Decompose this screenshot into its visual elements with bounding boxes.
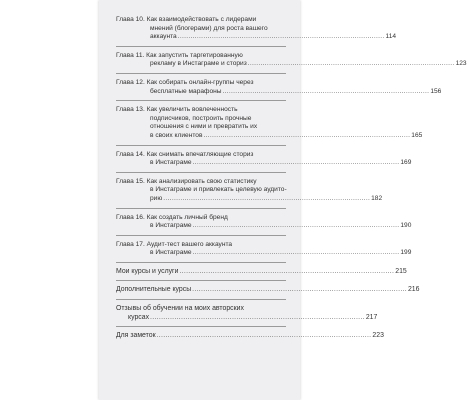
divider [116, 100, 286, 101]
toc-line: бесплатные марафоны [150, 87, 222, 95]
toc-entry-chapter-15 [116, 177, 383, 204]
page-number: 217 [365, 313, 378, 321]
divider [116, 235, 286, 236]
toc-line: подписчиков, построить прочные [150, 114, 252, 122]
toc-line: рию [150, 194, 163, 202]
leader-dots: ................................................................................................. [177, 33, 385, 41]
page-number: 114 [385, 33, 397, 41]
toc-line: Для заметок [116, 332, 156, 340]
toc-entry-chapter-12 [116, 78, 442, 96]
page-number: 169 [400, 159, 412, 167]
leader-dots: ................................................................................................. [163, 194, 371, 202]
toc-line: Мои курсы и услуги [116, 267, 179, 275]
toc-line: в Инстаграме [150, 222, 192, 230]
leader-dots: ................................................................................................. [247, 60, 455, 68]
toc-line: Отзывы об обучении на моих авторских [116, 305, 244, 313]
toc-last-line [116, 87, 442, 97]
divider [116, 280, 286, 281]
leader-dots: ................................................................................................. [192, 286, 407, 294]
toc-entry-reviews [116, 305, 378, 322]
divider [116, 262, 286, 263]
toc-last-line [116, 60, 467, 69]
toc-entry-chapter-11 [116, 51, 467, 69]
leader-dots: ................................................................................................. [150, 313, 365, 321]
toc-line: курсах [128, 313, 150, 321]
divider [116, 73, 286, 74]
page-number: 182 [371, 194, 383, 202]
toc-entry-chapter-10 [116, 16, 397, 42]
page-number: 190 [400, 222, 412, 230]
toc-last-line [116, 222, 412, 231]
toc-line: отношения с ними и превратить их [150, 123, 258, 131]
leader-dots: ................................................................................................. [192, 249, 400, 257]
toc-line: в Инстаграме [150, 249, 192, 257]
divider [116, 208, 286, 209]
toc-line: Глава 11. Как запустить таргетированную [116, 51, 243, 59]
toc-last-line [116, 33, 397, 42]
divider [116, 145, 286, 146]
toc-entry-extra-courses [116, 286, 420, 295]
table-of-contents [116, 16, 467, 341]
toc-entry-notes [116, 332, 384, 341]
page-number: 223 [372, 332, 384, 340]
toc-line: Глава 12. Как собирать онлайн-группы через [116, 78, 254, 86]
toc-last-line [116, 249, 412, 258]
toc-last-line [116, 332, 384, 341]
toc-line: Глава 17. Аудит-тест вашего аккаунта [116, 240, 233, 248]
toc-line: Глава 16. Как создать личный бренд [116, 213, 228, 221]
toc-last-line [116, 159, 412, 168]
leader-dots: ................................................................................................. [179, 267, 395, 275]
toc-line: Дополнительные курсы [116, 286, 192, 294]
toc-line: Глава 14. Как снимать впечатляющие сториз [116, 150, 254, 158]
divider [116, 46, 286, 47]
leader-dots: ................................................................................................. [203, 131, 411, 139]
leader-dots: ................................................................................................. [156, 332, 372, 340]
page-number: 216 [407, 286, 420, 294]
divider [116, 299, 286, 300]
toc-line: рекламу в Инстаграме и сториз [150, 60, 247, 68]
toc-line: в Инстаграме и привлекать целевую аудито- [150, 186, 287, 194]
page-number: 123 [455, 60, 467, 68]
toc-last-line [116, 194, 383, 204]
toc-entry-chapter-17 [116, 240, 412, 258]
toc-last-line [116, 131, 423, 141]
toc-line: Глава 10. Как взаимодействовать с лидерами [116, 16, 257, 23]
toc-entry-my-courses [116, 267, 407, 277]
book-page [99, 0, 467, 400]
page-number: 156 [430, 87, 442, 95]
page-number: 199 [400, 249, 412, 257]
page-number: 215 [395, 267, 407, 275]
leader-dots: ................................................................................................. [192, 222, 400, 230]
toc-line: Глава 13. Как увеличить вовлеченность [116, 106, 238, 114]
toc-last-line [116, 286, 420, 295]
toc-line: мнений (блогерами) для роста вашего [150, 24, 268, 32]
toc-line: Глава 15. Как анализировать свою статистику [116, 177, 257, 185]
divider [116, 172, 286, 173]
divider [116, 326, 286, 327]
toc-entry-chapter-16 [116, 213, 412, 231]
toc-line: аккаунта [150, 33, 177, 41]
toc-entry-chapter-13 [116, 106, 423, 140]
toc-last-line [116, 267, 407, 277]
leader-dots: ................................................................................................. [222, 87, 430, 95]
toc-line: в своих клиентов [150, 131, 203, 139]
toc-last-line [116, 313, 378, 323]
toc-entry-chapter-14 [116, 150, 412, 168]
leader-dots: ................................................................................................. [192, 159, 400, 167]
toc-line: в Инстаграме [150, 159, 192, 167]
page-number: 165 [411, 131, 423, 139]
